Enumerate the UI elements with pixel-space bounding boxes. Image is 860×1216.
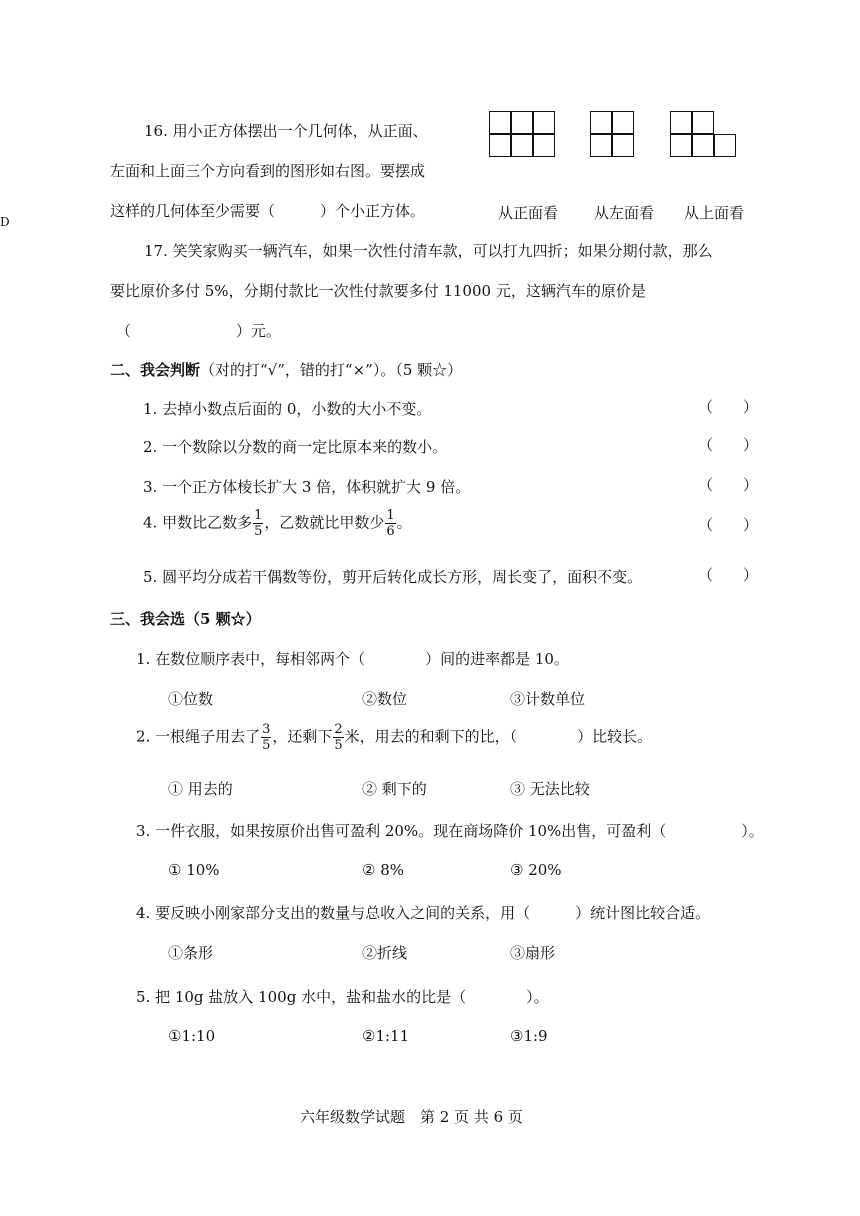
q16-line2: 左面和上面三个方向看到的图形如右图。要摆成 bbox=[110, 162, 426, 180]
choice-q3-option-3[interactable]: ③ 20% bbox=[510, 861, 562, 879]
judge-answer-5[interactable]: （ ） bbox=[698, 566, 759, 584]
choice-q4: 4. 要反映小刚家部分支出的数量与总收入之间的关系，用（ ）统计图比较合适。 bbox=[136, 904, 711, 922]
judge-answer-1[interactable]: （ ） bbox=[698, 398, 759, 416]
choice-q5-option-3[interactable]: ③1:9 bbox=[510, 1027, 548, 1045]
choice-q1: 1. 在数位顺序表中，每相邻两个（ ）间的进率都是 10。 bbox=[136, 650, 569, 668]
choice-q3-option-1[interactable]: ① 10% bbox=[168, 861, 220, 879]
judge-item-4-mid: ，乙数就比甲数少 bbox=[264, 513, 385, 532]
choice-q3-option-2[interactable]: ② 8% bbox=[362, 861, 405, 879]
choice-q3: 3. 一件衣服，如果按原价出售可盈利 20%。现在商场降价 10%出售，可盈利（ ）。 bbox=[136, 822, 764, 840]
judge-answer-3[interactable]: （ ） bbox=[698, 476, 759, 494]
choice-q2-option-2[interactable]: ② 剩下的 bbox=[362, 780, 427, 798]
judge-answer-2[interactable]: （ ） bbox=[698, 436, 759, 454]
page-footer: 六年级数学试题 第 2 页 共 6 页 bbox=[300, 1108, 523, 1126]
choice-q1-option-3[interactable]: ③计数单位 bbox=[510, 690, 586, 708]
fraction-one-sixth: $\frac{1}{6}$ bbox=[386, 508, 395, 539]
fraction-two-fifths: $\frac{2}{5}$ bbox=[334, 722, 343, 753]
judge-item-3: 3. 一个正方体棱长扩大 3 倍，体积就扩大 9 倍。 bbox=[143, 478, 471, 496]
judge-item-1: 1. 去掉小数点后面的 0，小数的大小不变。 bbox=[143, 400, 432, 418]
choice-q4-option-3[interactable]: ③扇形 bbox=[510, 944, 556, 962]
fraction-one-fifth: $\frac{1}{5}$ bbox=[254, 508, 263, 539]
left-view-label: 从左面看 bbox=[594, 204, 655, 222]
choice-q2-option-3[interactable]: ③ 无法比较 bbox=[510, 780, 590, 798]
front-view-label: 从正面看 bbox=[498, 204, 559, 222]
choice-q4-option-1[interactable]: ①条形 bbox=[168, 944, 214, 962]
choice-q5: 5. 把 10g 盐放入 100g 水中，盐和盐水的比是（ ）。 bbox=[136, 988, 549, 1006]
section2-note: （对的打“√”，错的打“×”）。（5 颗☆） bbox=[200, 361, 463, 379]
choice-q1-option-1[interactable]: ①位数 bbox=[168, 690, 214, 708]
q16-line1: 16. 用小正方体摆出一个几何体，从正面、 bbox=[144, 122, 428, 140]
section2-title bbox=[110, 359, 462, 380]
section2-heading: 二、我会判断 bbox=[110, 361, 201, 379]
judge-item-2: 2. 一个数除以分数的商一定比原本来的数小。 bbox=[143, 438, 448, 456]
judge-item-4-post: 。 bbox=[396, 513, 412, 532]
q17-line1: 17. 笑笑家购买一辆汽车，如果一次性付清车款，可以打九四折；如果分期付款，那么 bbox=[144, 242, 713, 260]
q16-line3: 这样的几何体至少需要（ ）个小正方体。 bbox=[110, 202, 426, 220]
choice-q2-mid: ，还剩下 bbox=[272, 727, 333, 746]
choice-q2-post: 米，用去的和剩下的比，（ ）比较长。 bbox=[344, 727, 653, 746]
choice-q1-option-2[interactable]: ②数位 bbox=[362, 690, 408, 708]
judge-answer-4[interactable]: （ ） bbox=[698, 516, 759, 534]
top-view-label: 从上面看 bbox=[684, 204, 745, 222]
choice-q5-option-2[interactable]: ②1:11 bbox=[362, 1027, 410, 1045]
choice-q2 bbox=[136, 722, 652, 753]
section3-heading: 三、我会选（5 颗☆） bbox=[110, 610, 261, 628]
fraction-three-fifths: $\frac{3}{5}$ bbox=[262, 722, 271, 753]
choice-q2-pre: 2. 一根绳子用去了 bbox=[136, 727, 261, 746]
judge-item-4-pre: 4. 甲数比乙数多 bbox=[143, 513, 253, 532]
side-mark: D bbox=[0, 215, 10, 229]
q17-line3: （ ）元。 bbox=[116, 322, 282, 340]
judge-item-4 bbox=[143, 508, 412, 539]
choice-q5-option-1[interactable]: ①1:10 bbox=[168, 1027, 216, 1045]
choice-q4-option-2[interactable]: ②折线 bbox=[362, 944, 408, 962]
q17-line2: 要比原价多付 5%，分期付款比一次性付款要多付 11000 元，这辆汽车的原价是 bbox=[110, 282, 646, 300]
judge-item-5: 5. 圆平均分成若干偶数等份，剪开后转化成长方形，周长变了，面积不变。 bbox=[143, 568, 643, 586]
choice-q2-option-1[interactable]: ① 用去的 bbox=[168, 780, 233, 798]
